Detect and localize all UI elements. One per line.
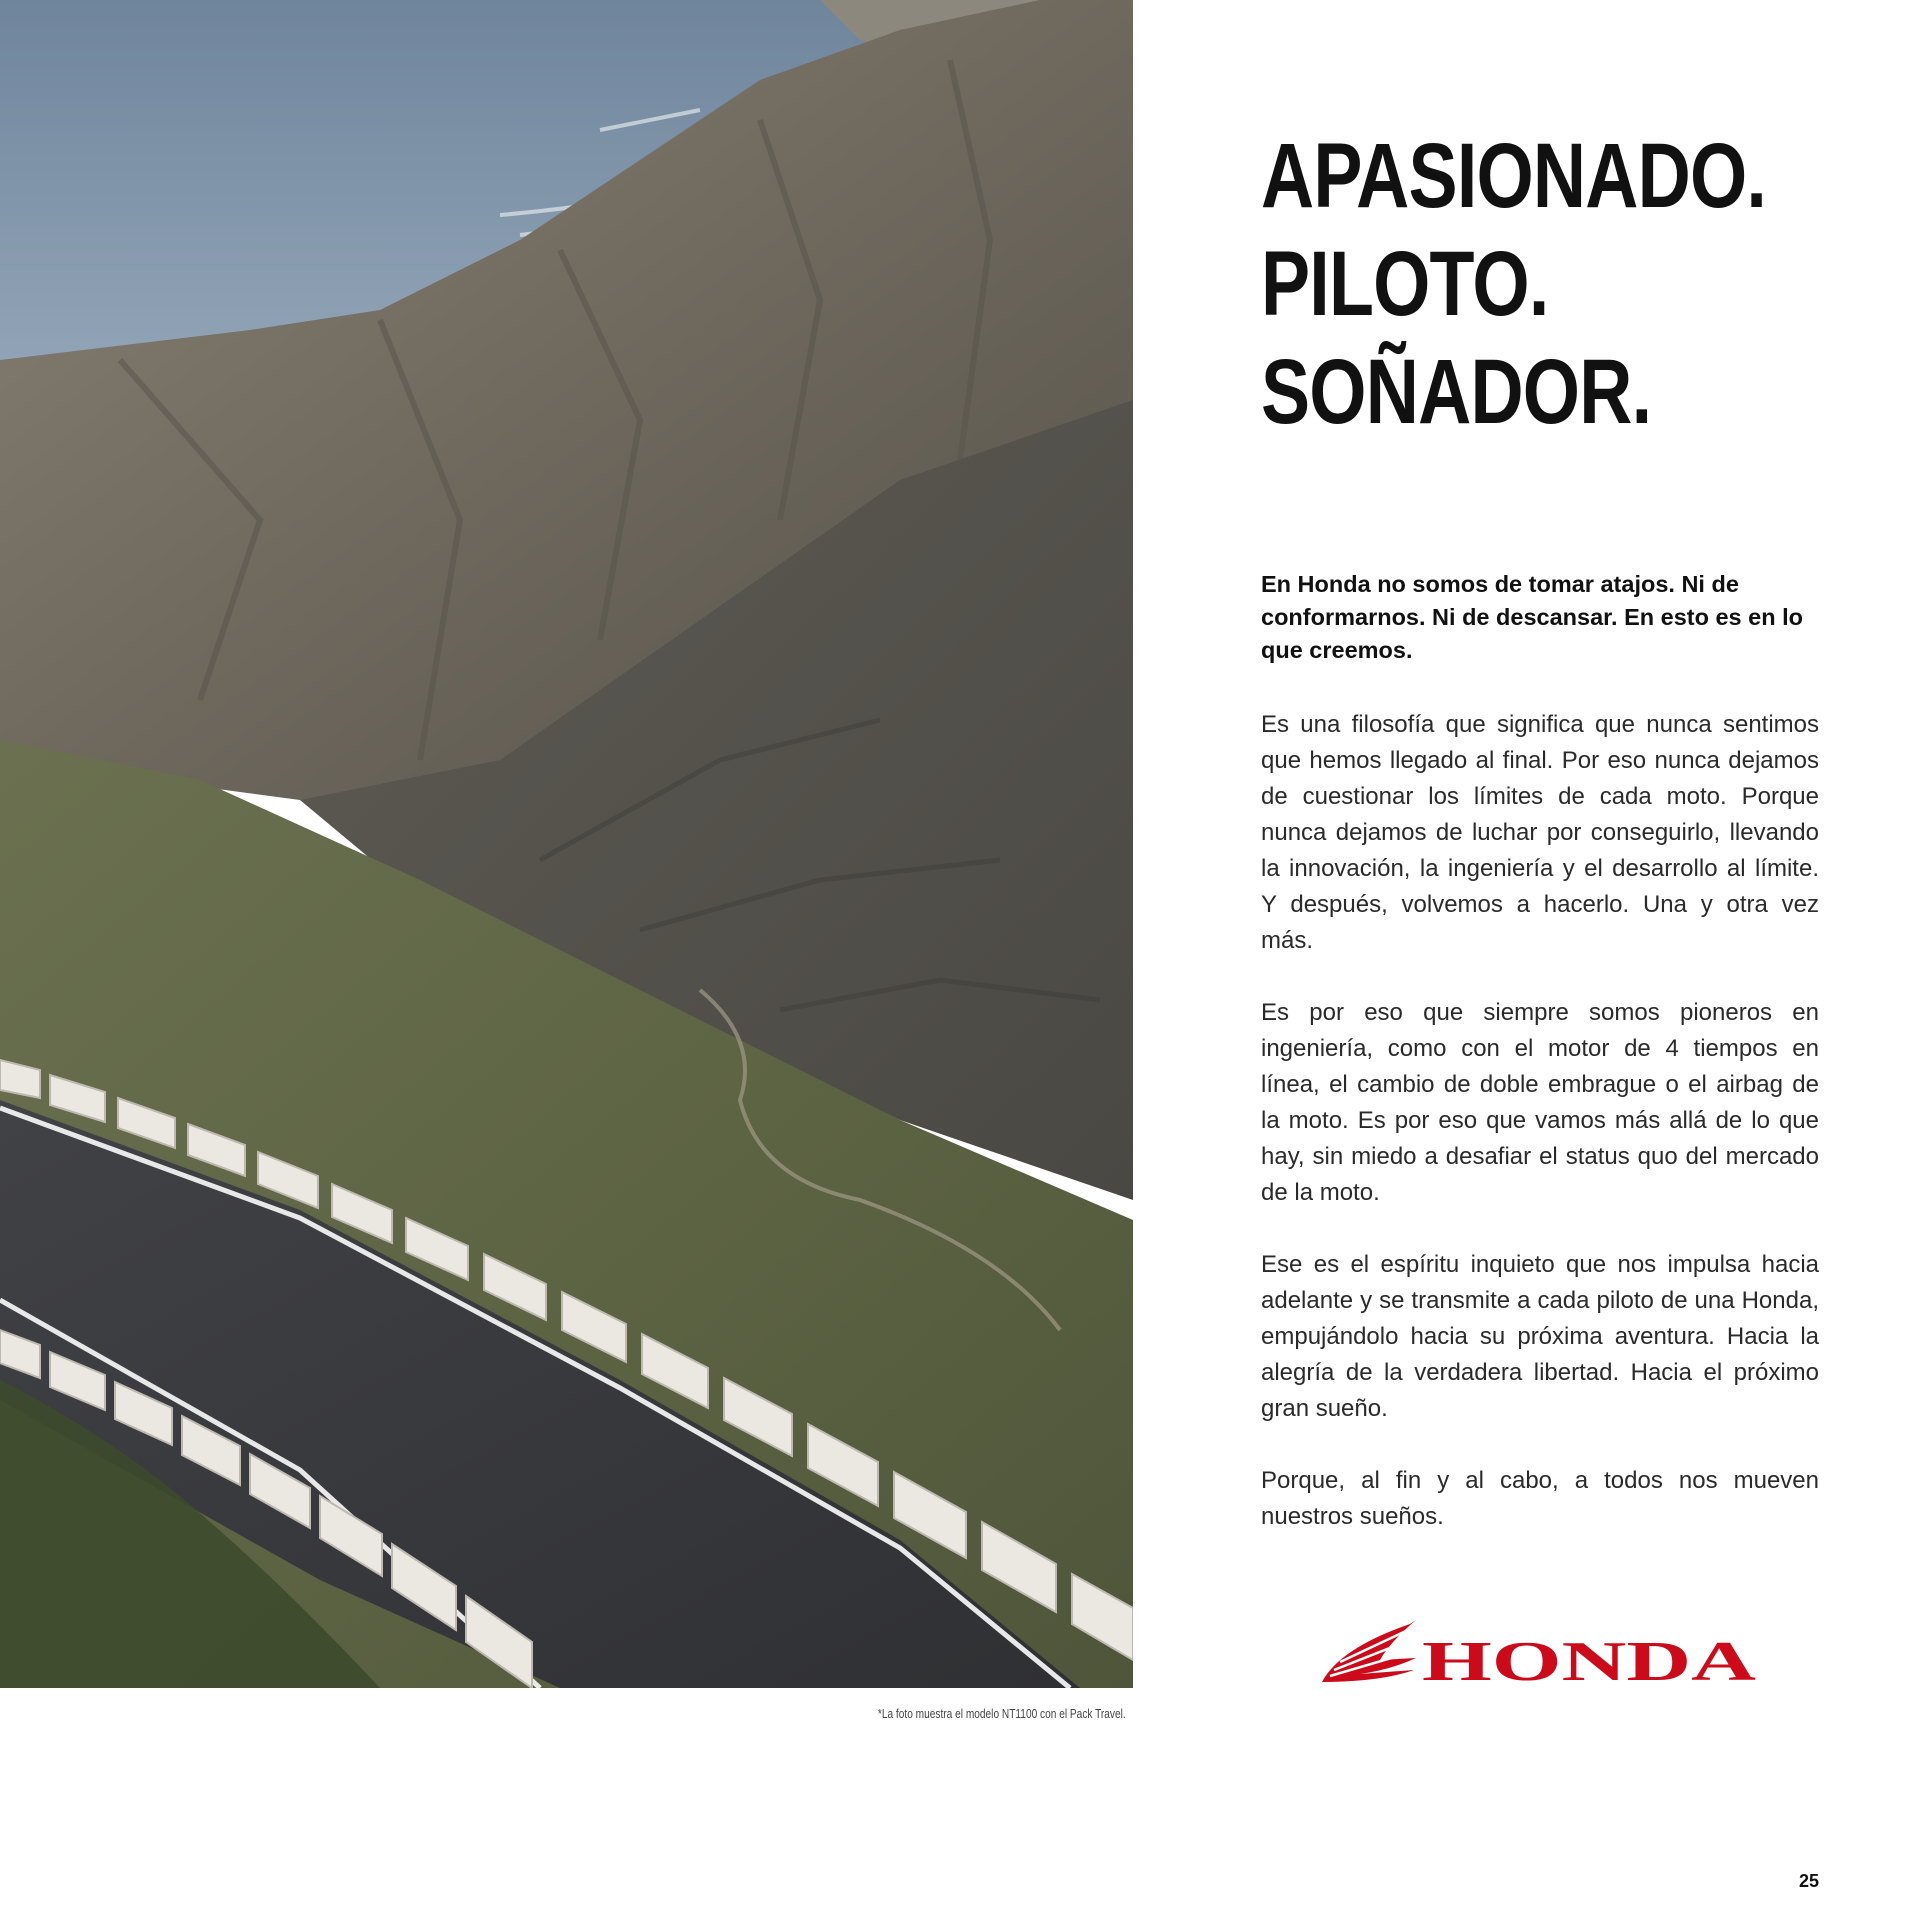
body-paragraph-3: Ese es el espíritu inquieto que nos impulsa hacia adelante y se transmite a cada piloto de una Honda, empujándolo hacia su próxima aventura. Hacia la alegría de la verdadera libertad. Hacia el próximo gran sueño. — [1261, 1251, 1819, 1422]
photo-caption: *La foto muestra el modelo NT1100 con el Pack Travel. — [878, 1706, 1126, 1721]
body-text-column — [1261, 568, 1819, 1571]
headline-line-1: APASIONADO. — [1261, 125, 1767, 227]
body-paragraph-2: Es por eso que siempre somos pioneros en ingeniería, como con el motor de 4 tiempos en línea, el cambio de doble embrague o el airbag de la moto. Es por eso que vamos más allá de lo que hay, sin miedo a desafiar el status quo del mercado de la moto. — [1261, 999, 1819, 1206]
honda-logo — [1320, 1618, 1760, 1690]
body-paragraph-1: Es una filosofía que significa que nunca sentimos que hemos llegado al final. Por eso nunca dejamos de cuestionar los límites de cada moto. Porque nunca dejamos de luchar por conseguirlo, llevando la innovación, la ingeniería y el desarrollo al límite. Y después, volvemos a hacerlo. Una y otra vez más. — [1261, 711, 1819, 954]
headline-line-2: PILOTO. — [1261, 233, 1549, 335]
headline-line-3: SOÑADOR. — [1261, 341, 1652, 443]
page-number: 25 — [1798, 1871, 1819, 1891]
honda-wordmark: HONDA — [1422, 1631, 1757, 1690]
body-paragraph-4: Porque, al fin y al cabo, a todos nos mueven nuestros sueños. — [1261, 1467, 1819, 1530]
lead-paragraph: En Honda no somos de tomar atajos. Ni de conformarnos. Ni de descansar. En esto es en lo que creemos. — [1261, 571, 1803, 663]
honda-wing-icon — [1322, 1620, 1416, 1682]
page-headline — [1261, 122, 1767, 446]
